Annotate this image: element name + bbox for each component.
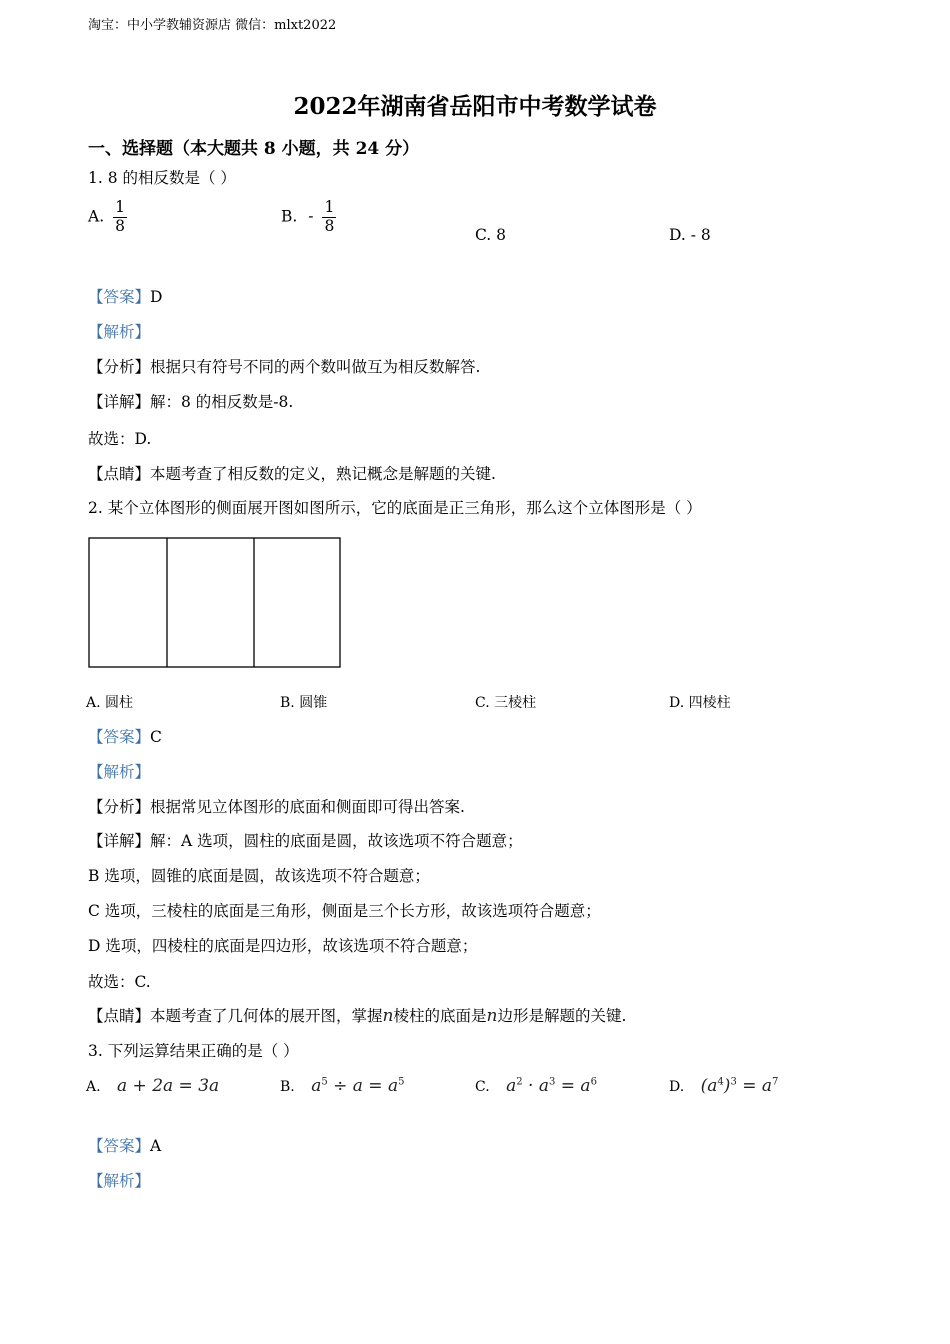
page-title: 2022年湖南省岳阳市中考数学试卷 <box>293 93 657 120</box>
q2-net-outline <box>89 538 340 667</box>
q2-option-d: D. 四棱柱 <box>669 695 731 711</box>
q1-option-b <box>281 199 336 236</box>
q3-answer-value: A <box>150 1137 162 1155</box>
q2-dianjing <box>88 1004 626 1026</box>
q2-dianjing-n-2: n <box>486 1006 498 1026</box>
q1-option-b-fraction <box>322 199 336 236</box>
q3-option-b-exp-1: 5 <box>321 1076 328 1088</box>
q1-option-d: D. - 8 <box>669 226 711 244</box>
q2-option-a: A. 圆柱 <box>86 695 134 711</box>
q1-option-b-sign: - <box>308 207 314 226</box>
q3-option-b-base: a <box>311 1076 322 1096</box>
q1-fenxi: 【分析】根据只有符号不同的两个数叫做互为相反数解答. <box>88 358 481 376</box>
q3-option-a <box>86 1076 219 1096</box>
q1-analysis-tag: 【解析】 <box>88 323 151 341</box>
q2-dianjing-part-2: 棱柱的底面是 <box>393 1007 487 1025</box>
q3-option-a-label: A. <box>86 1079 101 1095</box>
q1-answer <box>88 285 162 307</box>
q3-stem: 3. 下列运算结果正确的是（ ） <box>88 1042 299 1060</box>
q2-answer-tag: 【答案】 <box>88 728 151 746</box>
q3-option-d-exp-2: 3 <box>730 1076 737 1088</box>
q1-option-b-numerator: 1 <box>324 198 335 216</box>
q1-option-b-denominator: 8 <box>324 216 335 235</box>
q1-guxuan: 故选：D. <box>88 430 152 448</box>
q2-option-b: B. 圆锥 <box>280 695 328 711</box>
q3-option-c <box>475 1076 597 1096</box>
q3-option-d-label: D. <box>669 1079 685 1095</box>
q2-dianjing-part-1: 【点睛】本题考查了几何体的展开图，掌握 <box>88 1007 383 1025</box>
q1-option-c: C. 8 <box>475 226 507 244</box>
q3-option-b-label: B. <box>280 1079 295 1095</box>
q3-option-c-exp-3: 6 <box>590 1076 597 1088</box>
q2-dianjing-part-3: 边形是解题的关键. <box>497 1007 627 1025</box>
q3-option-d-open: (a <box>700 1076 718 1096</box>
q3-option-d <box>669 1076 778 1096</box>
q1-dianjing: 【点睛】本题考查了相反数的定义，熟记概念是解题的关键. <box>88 465 496 483</box>
q1-answer-value: D <box>150 288 163 306</box>
q1-option-a-label: A. <box>88 207 105 226</box>
q2-xiangjie: 【详解】解：A 选项，圆柱的底面是圆，故该选项不符合题意； <box>88 832 523 850</box>
q2-dianjing-n-1: n <box>382 1006 394 1026</box>
q3-answer <box>88 1134 161 1156</box>
q3-option-b <box>280 1076 404 1096</box>
q1-option-a-fraction <box>113 199 127 236</box>
q1-stem: 1. 8 的相反数是（ ） <box>88 169 236 187</box>
q3-option-d-middle: = a <box>736 1076 772 1096</box>
q2-analysis-tag: 【解析】 <box>88 763 151 781</box>
q3-option-d-exp-1: 4 <box>717 1076 724 1088</box>
q3-option-c-exp-1: 2 <box>516 1076 523 1088</box>
q1-option-a-numerator: 1 <box>115 198 125 216</box>
q3-option-a-expression: a + 2a = 3a <box>117 1076 220 1096</box>
q1-option-a-denominator: 8 <box>115 216 125 235</box>
q3-option-d-close: ) <box>723 1076 731 1096</box>
q3-option-c-middle-2: = a <box>555 1076 591 1096</box>
q3-option-c-middle-1: · a <box>522 1076 549 1096</box>
q3-option-d-expression <box>701 1076 779 1096</box>
q3-option-b-exp-2: 5 <box>398 1076 405 1088</box>
q2-fenxi: 【分析】根据常见立体图形的底面和侧面即可得出答案. <box>88 798 465 816</box>
q3-analysis-tag: 【解析】 <box>88 1172 151 1190</box>
section-heading: 一、选择题（本大题共 8 小题，共 24 分） <box>88 139 420 159</box>
page-header: 淘宝：中小学教辅资源店 微信：mlxt2022 <box>88 18 337 33</box>
q2-guxuan: 故选：C. <box>88 973 151 991</box>
q2-answer-value: C <box>150 728 162 746</box>
q2-answer <box>88 725 162 747</box>
q3-answer-tag: 【答案】 <box>88 1137 151 1155</box>
q1-answer-tag: 【答案】 <box>88 288 151 306</box>
q1-option-a <box>88 199 127 236</box>
q3-option-c-exp-2: 3 <box>549 1076 556 1088</box>
q3-option-b-middle: ÷ a = a <box>327 1076 399 1096</box>
q2-line-c: C 选项，三棱柱的底面是三角形，侧面是三个长方形，故该选项符合题意； <box>88 902 601 920</box>
q2-stem: 2. 某个立体图形的侧面展开图如图所示，它的底面是正三角形，那么这个立体图形是（ ） <box>88 499 702 517</box>
q2-line-b: B 选项，圆锥的底面是圆，故该选项不符合题意； <box>88 867 430 885</box>
q3-option-c-expression <box>506 1076 597 1096</box>
q3-option-b-expression <box>311 1076 404 1096</box>
q3-option-d-exp-3: 7 <box>772 1076 779 1088</box>
q1-xiangjie: 【详解】解：8 的相反数是-8. <box>88 393 294 411</box>
q2-net-figure <box>88 537 342 669</box>
q2-line-d: D 选项，四棱柱的底面是四边形，故该选项不符合题意； <box>88 937 478 955</box>
q1-option-b-label: B. <box>281 207 298 226</box>
q3-option-c-base: a <box>506 1076 517 1096</box>
q3-option-c-label: C. <box>475 1079 490 1095</box>
q2-option-c: C. 三棱柱 <box>475 695 537 711</box>
